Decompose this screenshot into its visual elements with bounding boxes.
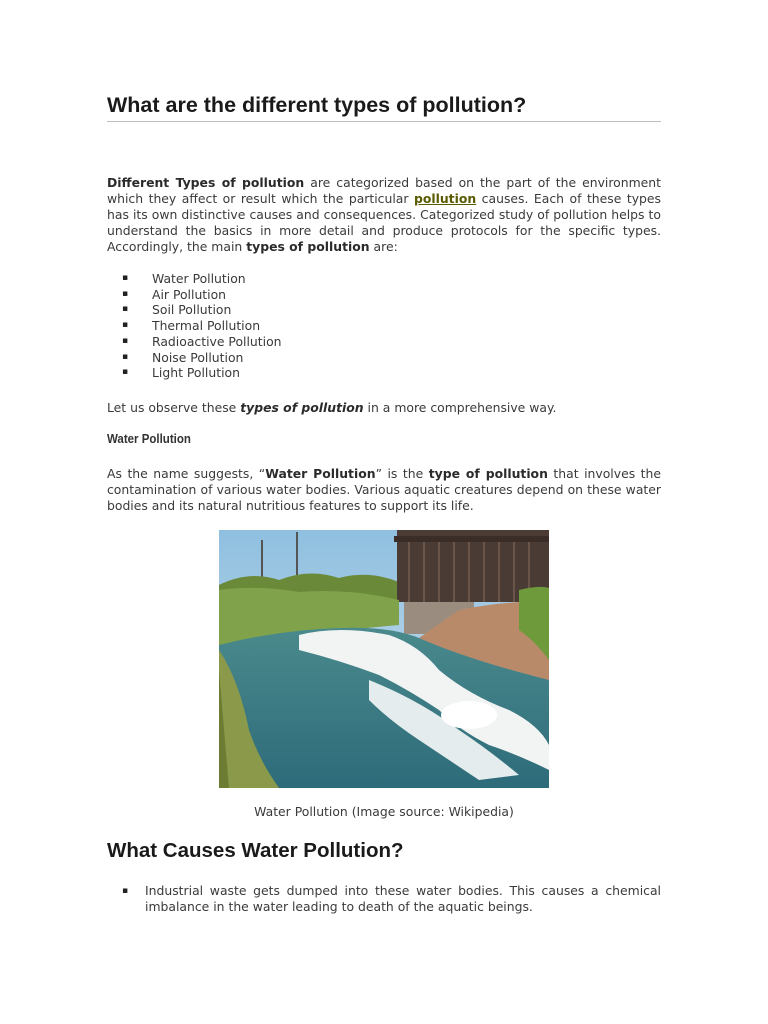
intro-bold-2: types of pollution xyxy=(246,238,370,254)
list-item: ▪ Air Pollution xyxy=(122,286,227,302)
observe-emphasis: types of pollution xyxy=(240,400,364,415)
list-item: ▪ Light Pollution xyxy=(122,365,240,381)
bullet-icon: ▪ xyxy=(122,288,129,299)
pollution-link[interactable]: pollution xyxy=(413,190,477,206)
image-caption: Water Pollution (Image source: Wikipedia) xyxy=(254,804,514,819)
list-item: ▪ Industrial waste gets dumped into these water bodies. This causes a chemical imbalance in the water leading to death of the aquatic beings. xyxy=(122,883,661,914)
bullet-icon: ▪ xyxy=(122,320,129,331)
causes-list xyxy=(107,883,661,915)
bullet-icon: ▪ xyxy=(122,335,129,346)
pollution-types-list xyxy=(107,271,507,381)
bullet-icon: ▪ xyxy=(122,304,129,315)
intro-text-3: are: xyxy=(369,238,398,254)
water-pollution-subheading: Water Pollution xyxy=(107,432,191,446)
list-item: ▪ Water Pollution xyxy=(122,271,246,286)
bullet-icon: ▪ xyxy=(122,367,129,378)
list-item: ▪ Soil Pollution xyxy=(122,302,232,318)
list-item: ▪ Radioactive Pollution xyxy=(122,333,282,349)
intro-text-1: are categorized based on the part of the environment which they affect or result which the particular xyxy=(107,175,662,206)
intro-lead: Different Types of pollution xyxy=(107,175,305,190)
bullet-icon: ▪ xyxy=(122,886,129,896)
bullet-icon: ▪ xyxy=(122,351,129,362)
causes-heading: What Causes Water Pollution? xyxy=(107,839,404,862)
list-item: ▪ Noise Pollution xyxy=(122,349,244,365)
page-title: What are the different types of pollution? xyxy=(107,93,527,117)
title-divider xyxy=(107,121,661,122)
intro-paragraph xyxy=(107,175,661,255)
list-item: ▪ Thermal Pollution xyxy=(122,318,261,334)
bullet-icon: ▪ xyxy=(122,273,129,283)
water-paragraph: As the name suggests, “Water Pollution” is the type of pollution that involves the contamination of various water bodies. Various aquatic creatures depend on these water bodies and its natural nutritious features to support its life. xyxy=(107,466,661,513)
intro-text-2: causes. Each of these types has its own distinctive causes and consequences. Categorized study of pollution helps to understand the basics in more detail and produce protocols for the specific types. Accordingly, the main xyxy=(107,190,661,254)
water-pollution-photo xyxy=(219,530,549,788)
observe-paragraph: Let us observe these types of pollution in a more comprehensive way. xyxy=(107,400,557,415)
